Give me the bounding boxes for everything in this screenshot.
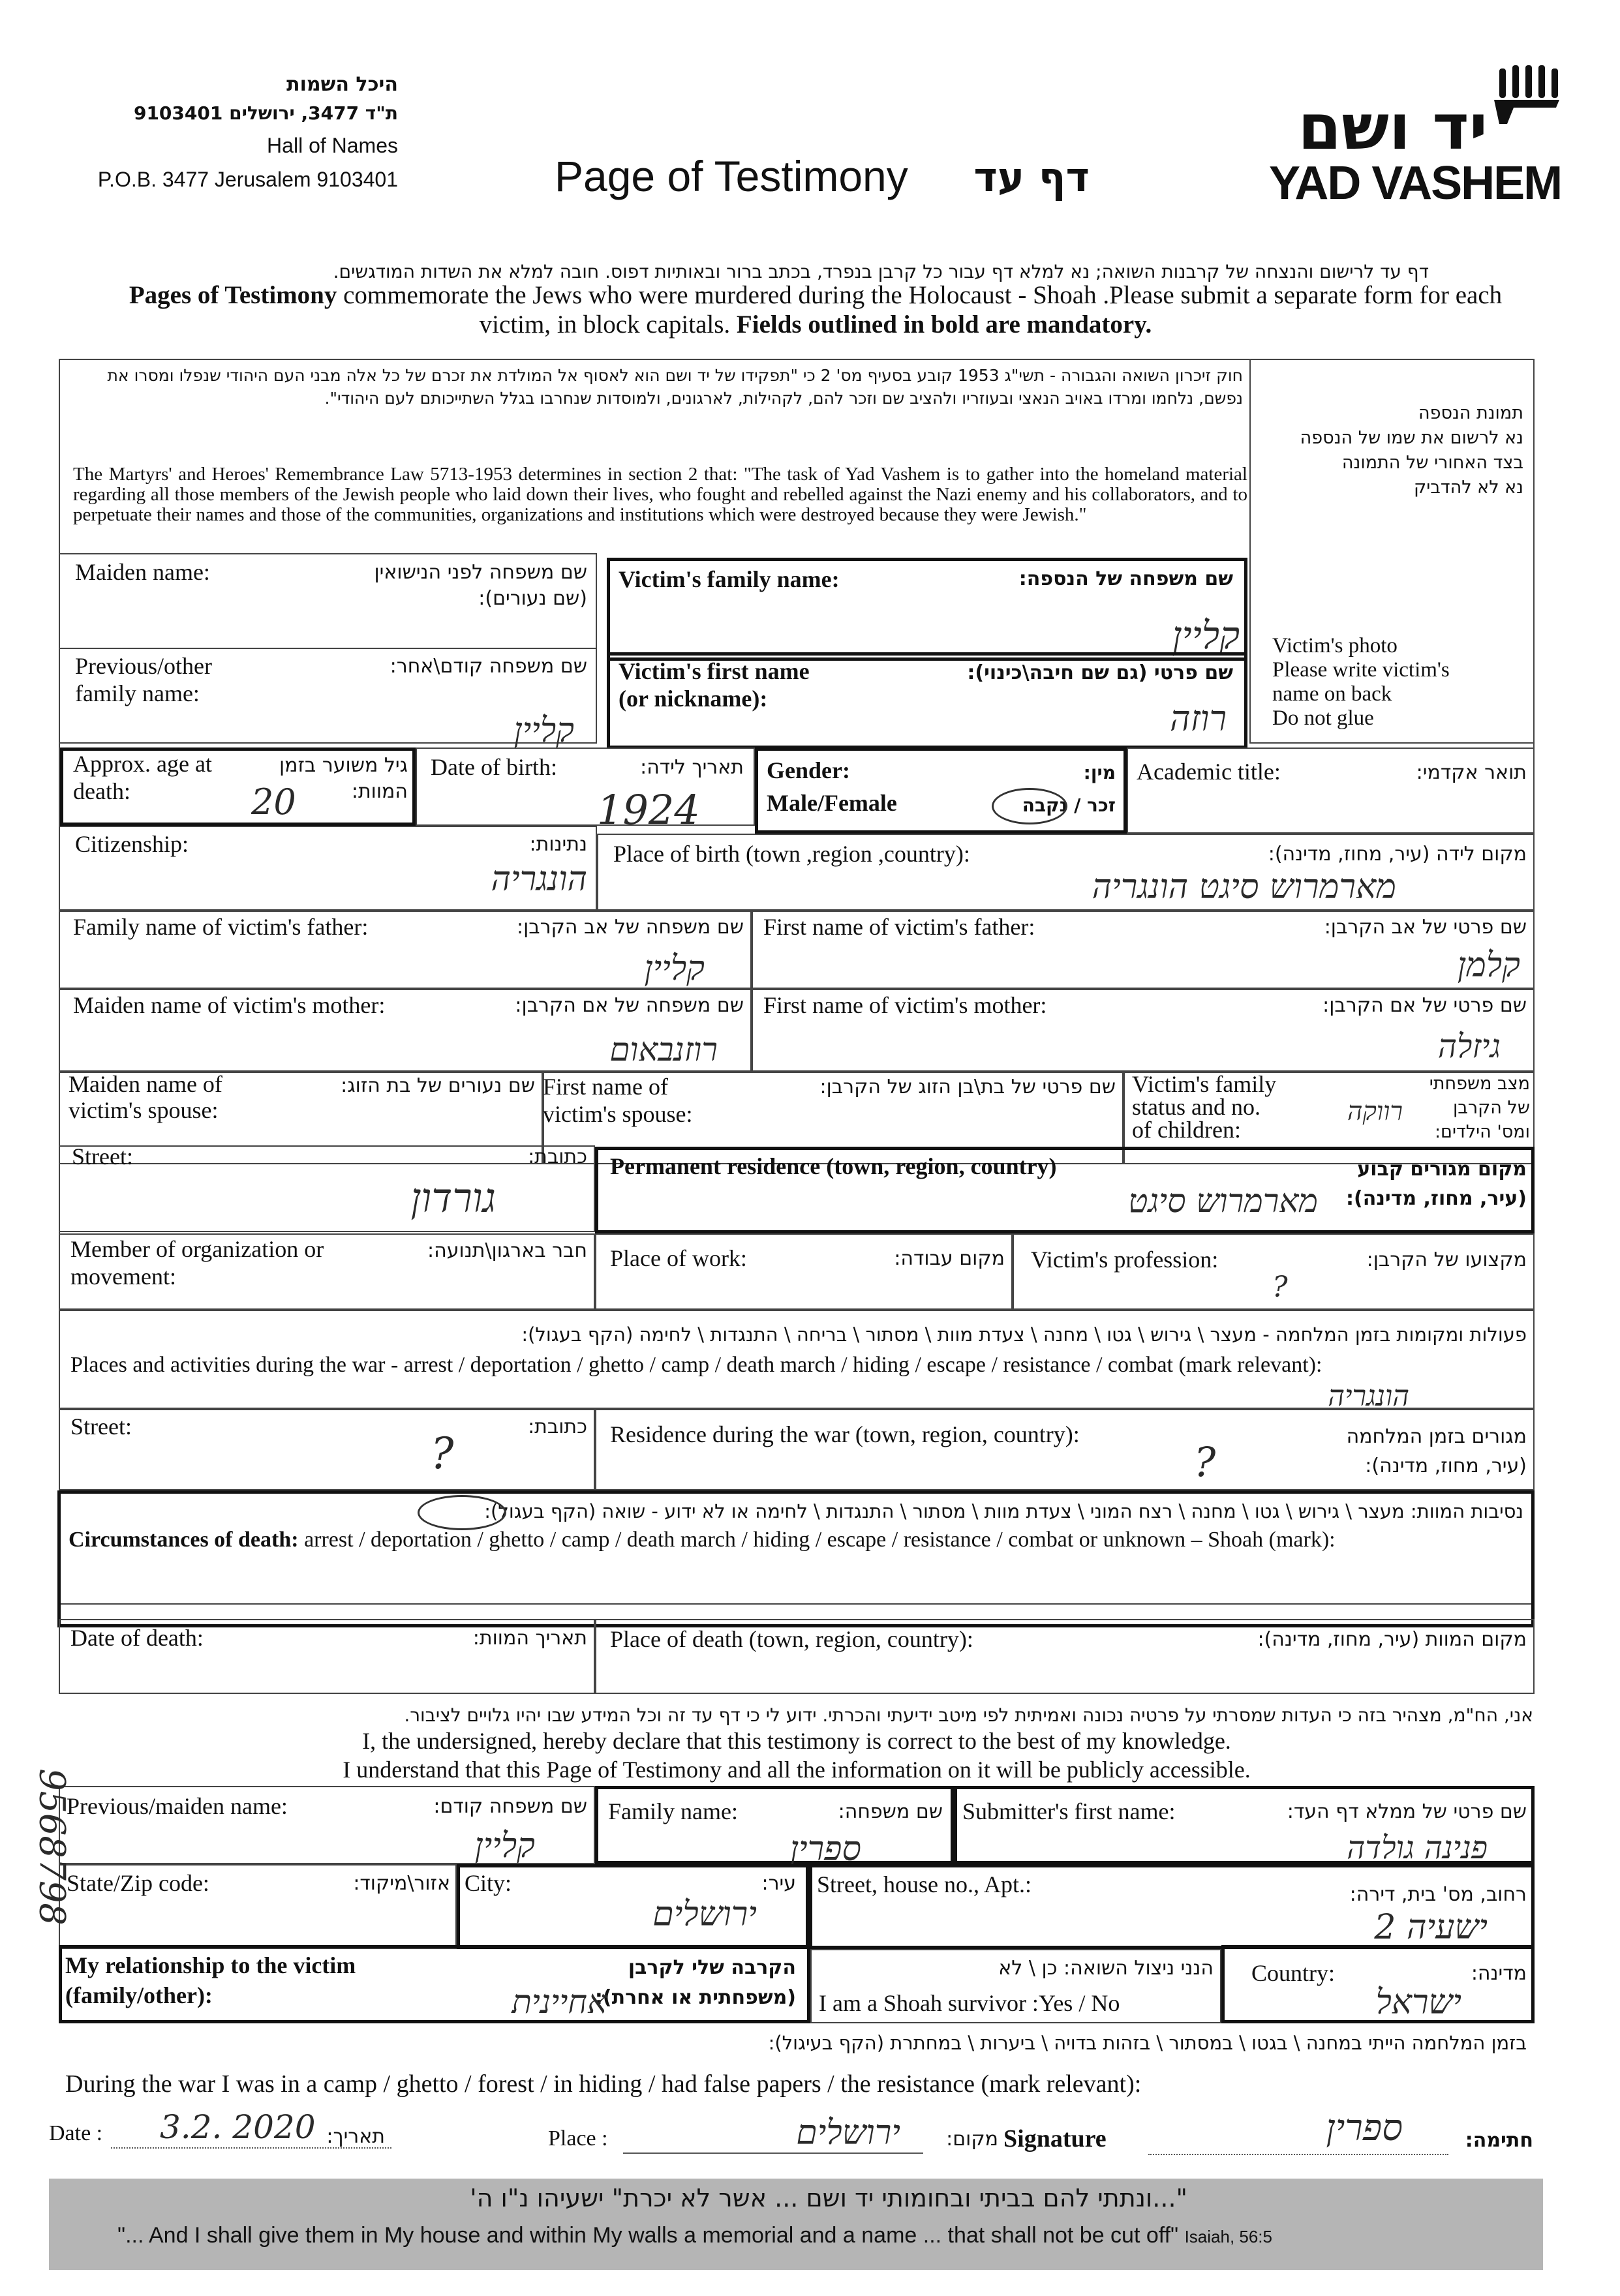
footer-quote-en: "... And I shall give them in My house and within My walls a memorial and a name ... that shall not be cut off" Isaiah, 56:5: [117, 2223, 1272, 2248]
org-address-en: P.O.B. 3477 Jerusalem 9103401: [97, 168, 398, 191]
signature-line: [1148, 2154, 1448, 2155]
declaration-he: אני, הח"מ, מצהיר בזה כי העדות שמסרתי על פרטיה נכונה ואמיתית לפי מיטב ידיעתי והכרתי. ידוע לי כי דף עד זה וכל המידע שבו יהיו גלויים לציבור.: [404, 1704, 1533, 1726]
academic-label: Academic title:: [1137, 759, 1281, 785]
footer-quote-he: "...ונתתי להם בביתי ובחומותי יד ושם ... אשר לא יכרת" ישעיהו נ"ו ה': [470, 2184, 1187, 2213]
perm-residence-label-he: מקום מגורים קבוע (עיר, מחוז, מדינה):: [1346, 1158, 1527, 1210]
dob-label-he: תאריך לידה:: [640, 756, 744, 779]
house-value[interactable]: ישעיה 2: [1374, 1908, 1488, 1947]
profession-label-he: מקצועו של הקרבן:: [1366, 1248, 1527, 1271]
prev-name-label: Previous/other family name:: [75, 653, 212, 706]
dod-label: Date of death:: [70, 1625, 204, 1651]
pob-value[interactable]: מארמרוש סיגט הונגריה: [1092, 868, 1396, 907]
prev-name-value[interactable]: קליין: [513, 711, 574, 750]
spouse-maiden-label-he: שם נעורים של בת הזוג:: [341, 1074, 535, 1097]
place-value[interactable]: ירושלים: [796, 2113, 900, 2152]
law-he: חוק זיכרון השואה והגבורה - תשי"ג 1953 קובע בסעיף מס' 2 כי "תפקידו של יד ושם הוא לאסוף אל המולדת את זכרם של כל אלה מבני העם היהודי שנפלו ומסרו את נפשם, נלחמו ומרדו באויב הנאצי ובעוזריו ולהציב שם וזכר להם, לקהילות, לארגונים, ולמוסדות שנחרבו בגלל השתייכותם לעם היהודי".: [107, 366, 1243, 408]
pod-label: Place of death (town, region, country):: [610, 1626, 973, 1652]
mother-maiden-label-he: שם משפחה של אם הקרבן:: [515, 994, 744, 1017]
street-value[interactable]: גורדון: [410, 1174, 496, 1222]
profession-value[interactable]: ?: [1272, 1271, 1288, 1304]
citizenship-value[interactable]: הונגריה: [491, 860, 587, 899]
yad-vashem-logo-icon: [1488, 62, 1566, 127]
declaration-en-1: I, the undersigned, hereby declare that this testimony is correct to the best of my knowledge.: [362, 1728, 1231, 1754]
margin-number: 9568798: [31, 1768, 73, 1926]
zip-label-he: אזור\מיקוד:: [353, 1872, 450, 1895]
logo-he: יד ושם: [1298, 91, 1488, 164]
spouse-first-label: First name of victim's spouse:: [543, 1074, 693, 1127]
shoah-circle: [418, 1495, 506, 1530]
org-name-en: Hall of Names: [267, 134, 398, 157]
victim-family-name-label: Victim's family name:: [619, 566, 840, 592]
city-label: City:: [465, 1870, 512, 1896]
page-title-he: דף עד: [973, 153, 1090, 201]
father-family-label-he: שם משפחה של אב הקרבן:: [516, 916, 744, 939]
logo-en: YAD VASHEM: [1269, 157, 1562, 209]
father-first-label: First name of victim's father:: [763, 914, 1035, 940]
age-label: Approx. age at death:: [73, 751, 212, 804]
war-residence-label-he: מגורים בזמן המלחמה (עיר, מחוז, מדינה):: [1346, 1425, 1527, 1477]
date-label: Date :: [49, 2121, 103, 2145]
sub-family-value[interactable]: ספרין: [789, 1830, 861, 1869]
signature-value[interactable]: ספרין: [1326, 2107, 1403, 2149]
country-label: Country:: [1251, 1960, 1336, 1986]
citizenship-label: Citizenship:: [75, 831, 189, 857]
victim-family-name-label-he: שם משפחה של הנספה:: [1018, 567, 1233, 590]
city-label-he: עיר:: [761, 1872, 796, 1895]
photo-instructions-en: Victim's photo Please write victim's name on back Do not glue: [1272, 634, 1450, 730]
victim-first-name-label-he: שם פרטי (גם שם חיבה\כינוי):: [967, 661, 1233, 684]
signature-label-he: חתימה:: [1465, 2129, 1533, 2152]
maiden-label: Maiden name:: [75, 559, 210, 585]
work-label-he: מקום עבודה:: [894, 1247, 1005, 1270]
pob-label: Place of birth (town ,region ,country):: [613, 841, 970, 867]
age-value[interactable]: 20: [251, 781, 296, 823]
dob-label: Date of birth:: [431, 754, 557, 780]
victim-first-name-label: Victim's first name (or nickname):: [619, 658, 810, 712]
gender-label-he: מין: זכר / נקבה: [1022, 762, 1116, 816]
sub-first-value[interactable]: פנינה גולדה: [1347, 1830, 1488, 1866]
perm-residence-label: Permanent residence (town, region, country): [610, 1153, 1057, 1179]
photo-instructions-he: תמונת הנספה נא לרשום את שמו של הנספה בצד האחורי של התמונה נא לא להדביק: [1300, 403, 1523, 498]
activities-label-he: פעולות ומקומות בזמן המלחמה - מעצר \ גירוש \ גטו \ מחנה \ צעדת מוות \ מסתור \ בריחה \ התנגדות \ לחימה (הקף בעגול):: [521, 1323, 1527, 1346]
gender-label: Gender: Male/Female: [767, 757, 897, 816]
place-label: Place :: [548, 2126, 608, 2151]
house-label-he: רחוב, מס' בית, דירה:: [1349, 1883, 1527, 1906]
activities-label: Places and activities during the war - arrest / deportation / ghetto / camp / death march / hiding / escape / resistance / combat (mark relevant):: [70, 1353, 1322, 1377]
activities-value[interactable]: הונגריה: [1328, 1380, 1409, 1413]
country-label-he: מדינה:: [1471, 1962, 1527, 1985]
survivor-label: I am a Shoah survivor :Yes / No: [819, 1990, 1120, 2016]
mother-maiden-label: Maiden name of victim's mother:: [73, 992, 386, 1018]
family-status-label: Victim's family status and no. of children:: [1132, 1071, 1277, 1143]
member-label: Member of organization or movement:: [70, 1236, 324, 1290]
age-label-he: גיל משוער בזמן המוות:: [279, 754, 408, 803]
spouse-first-label-he: שם פרטי של בת\בן הזוג של הקרבן:: [819, 1076, 1116, 1098]
spouse-maiden-label: Maiden name of victim's spouse:: [69, 1071, 222, 1123]
war-street-value[interactable]: ?: [431, 1428, 454, 1479]
prev-name-label-he: שם משפחה קודם\אחר:: [390, 655, 587, 678]
mother-maiden-value[interactable]: רוזנבאום: [609, 1031, 718, 1068]
work-label: Place of work:: [610, 1245, 747, 1271]
citizenship-label-he: נתינות:: [529, 833, 587, 856]
org-address-he: ת"ד 3477, ירושלים 9103401: [133, 102, 398, 124]
sub-prev-value[interactable]: קליין: [474, 1826, 535, 1865]
wartime-label-he: בזמן המלחמה הייתי במחנה \ בגטו \ במסתור \ בזהות בדויה \ ביערות \ במחתרת (הקף בעיגול):: [768, 2032, 1527, 2054]
relationship-label: My relationship to the victim (family/other):: [65, 1952, 356, 2008]
survivor-label-he: הנני ניצול השואה: כן \ לא: [998, 1957, 1214, 1980]
place-line: [623, 2152, 923, 2154]
victim-first-name-value[interactable]: רוזה: [1169, 698, 1227, 739]
signature-label: Signature: [1003, 2125, 1107, 2152]
gender-female-circle: [992, 788, 1067, 824]
law-en: The Martyrs' and Heroes' Remembrance Law 5713-1953 determines in section 2 that: "The task of Yad Vashem is to gather into the homeland material regarding all those members of the Jewish people who laid down their lives, who fought and rebelled against the Nazi enemy and his collaborators, and to perpetuate their names and those of the communities, organizations and institutions which were destroyed because they were Jewish.": [73, 464, 1247, 525]
sub-first-label: Submitter's first name:: [962, 1798, 1176, 1824]
relationship-label-he: הקרבה שלי לקרבן (משפחתית או אחרת):: [594, 1956, 796, 2009]
member-label-he: חבר בארגון\תנועה:: [427, 1239, 587, 1262]
place-label-he: מקום:: [946, 2128, 998, 2151]
intro-he: דף עד לרישום והנצחה של קרבנות השואה; נא למלא דף עבור כל קרבן בנפרד, בכתב ברור ובאותיות דפוס. חובה למלא את השדות המודגשים.: [333, 261, 1429, 282]
date-label-he: תאריך:: [326, 2125, 385, 2148]
sub-family-label-he: שם משפחה:: [838, 1800, 943, 1823]
zip-label: State/Zip code:: [67, 1870, 209, 1896]
city-value[interactable]: ירושלים: [652, 1895, 757, 1934]
org-name-he: היכל השמות: [286, 73, 398, 96]
war-street-label: Street:: [70, 1413, 132, 1440]
relationship-value[interactable]: אחיינית: [512, 1983, 607, 2021]
sub-prev-label: Previous/maiden name:: [67, 1793, 288, 1819]
family-status-label-he: מצב משפחתי של הקרבן ומס' הילדים:: [1429, 1074, 1530, 1142]
father-family-label: Family name of victim's father:: [73, 914, 369, 940]
street-label-he: כתובת:: [528, 1145, 587, 1168]
intro-en: Pages of Testimony commemorate the Jews who were murdered during the Holocaust - Shoah .Please submit a separate form for each victim, in block capitals. Fields outlined in bold are mandatory.: [129, 281, 1503, 339]
date-value[interactable]: 3.2. 2020: [160, 2108, 316, 2146]
page-title: Page of Testimony: [555, 152, 908, 200]
perm-residence-value[interactable]: מארמרוש סיגט: [1128, 1182, 1318, 1220]
dod-label-he: תאריך המוות:: [472, 1627, 587, 1650]
war-residence-label: Residence during the war (town, region, country):: [610, 1421, 1080, 1447]
father-first-label-he: שם פרטי של אב הקרבן:: [1324, 916, 1527, 939]
circumstances-label-he: נסיבות המוות: מעצר \ גירוש \ גטו \ מחנה \ רצח המוני \ צעדת מוות \ מסתור \ התנגדות \ לחימה או לא ידוע - שואה (הקף בעגול):: [484, 1500, 1523, 1522]
father-first-value[interactable]: קלמן: [1457, 946, 1520, 985]
circumstances-label: Circumstances of death: arrest / deportation / ghetto / camp / death march / hiding / escape / resistance / combat or unknown – Shoah (mark):: [69, 1528, 1336, 1552]
family-status-value[interactable]: רווקה: [1347, 1096, 1403, 1126]
academic-label-he: תואר אקדמי:: [1416, 761, 1527, 784]
mother-first-label: First name of victim's mother:: [763, 992, 1047, 1018]
country-value[interactable]: ישראל: [1375, 1983, 1461, 2022]
dob-value[interactable]: 1924: [597, 786, 700, 834]
sub-family-label: Family name:: [608, 1798, 738, 1824]
victim-family-name-value[interactable]: קליין: [1172, 613, 1240, 657]
maiden-label-he: שם משפחה לפני הנישואין (שם נעורים):: [374, 561, 587, 610]
sub-first-label-he: שם פרטי של ממלא דף העד:: [1287, 1800, 1527, 1823]
declaration-en-2: I understand that this Page of Testimony and all the information on it will be publicly accessible.: [343, 1757, 1251, 1783]
house-label: Street, house no., Apt.:: [817, 1871, 1032, 1897]
war-street-label-he: כתובת:: [528, 1415, 587, 1438]
pob-label-he: מקום לידה (עיר, מחוז, מדינה):: [1268, 843, 1527, 866]
mother-first-label-he: שם פרטי של אם הקרבן:: [1322, 994, 1527, 1017]
street-label: Street:: [72, 1143, 133, 1170]
war-residence-value[interactable]: ?: [1194, 1438, 1216, 1486]
profession-label: Victim's profession:: [1031, 1246, 1219, 1273]
wartime-label: During the war I was in a camp / ghetto / forest / in hiding / had false papers / the resistance (mark relevant):: [65, 2070, 1142, 2098]
mother-first-value[interactable]: גיזלה: [1437, 1027, 1501, 1065]
pod-label-he: מקום המוות (עיר, מחוז, מדינה):: [1257, 1628, 1527, 1651]
sub-prev-label-he: שם משפחה קודם:: [433, 1795, 587, 1818]
father-family-value[interactable]: קליין: [644, 949, 705, 988]
